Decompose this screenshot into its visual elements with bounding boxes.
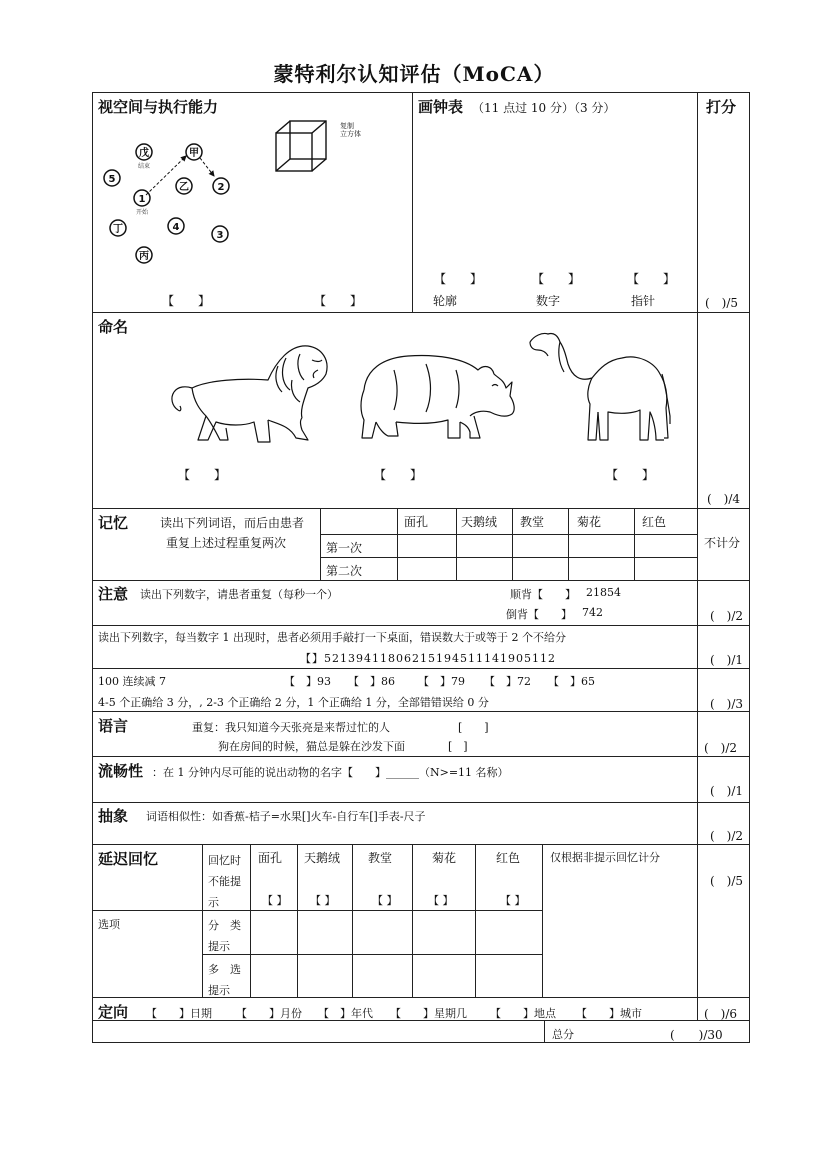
recall-grid [250,844,251,997]
trail-node: 甲 [189,148,199,159]
orientation-title: 定向 [98,1003,129,1021]
memory-instruction: 读出下列词语，而后由患者 [160,516,305,530]
score-header: 打分 [706,98,737,116]
recall-grid [412,844,413,997]
recall-grid [297,844,298,997]
memory-grid [568,508,569,580]
border-right [749,92,750,1042]
trail-node: 乙 [179,182,189,193]
backward-label: 倒背【 】 [506,608,572,621]
attention-title: 注意 [98,585,129,603]
recall-word: 教堂 [368,851,393,865]
row-sep [92,711,750,712]
clock-contour-label: 轮廓 [433,294,458,308]
memory-score: 不计分 [704,536,741,550]
abstraction-instruction: 词语相似性：如香蕉-桔子=水果[]火车-自行车[]手表-尺子 [146,810,426,823]
category-cue-label: 分 类 提示 [208,919,241,953]
rhino-bracket: 【 】 [374,468,423,482]
recall-word: 天鹅绒 [304,851,341,865]
clock-divider [412,92,413,312]
trail-node: 4 [172,222,180,233]
no-cue-label: 回忆时 不能提 示 [208,854,241,909]
clock-numbers-bracket: 【 】 [532,272,581,286]
serial-value: 【 】79 [418,675,465,688]
serial-label: 100 连续减 7 [98,675,166,688]
score-column-divider [697,92,698,1020]
delayed-recall-title: 延迟回忆 [98,850,159,868]
clock-instruction: （11 点过 10 分）（3 分） [472,101,616,115]
serial-score: ( )/3 [710,697,744,711]
recall-note: 仅根据非提示回忆计分 [550,851,660,864]
recall-word: 红色 [496,851,521,865]
row-sep [92,802,750,803]
fluency-instruction: ：在 1 分钟内尽可能的说出动物的名字【 】______（N>=11 名称） [152,766,509,779]
camel-drawing [528,328,678,448]
trail-node: 丙 [139,251,149,262]
fluency-score: ( )/1 [710,784,744,798]
memory-grid [320,508,321,580]
cube-figure [274,119,334,179]
total-divider [544,1020,545,1042]
camel-bracket: 【 】 [606,468,655,482]
language-repeat-1: 重复：我只知道今天张亮是来帮过忙的人 [192,721,390,734]
trail-node: 2 [217,182,225,193]
tap-instruction: 读出下列数字，每当数字 1 出现时，患者必须用手敲打一下桌面，错误数大于或等于 2 个不给分 [98,631,566,644]
trail-node: 5 [108,174,116,185]
attention-score: ( )/2 [710,609,744,623]
recall-bracket: 【 】 [372,894,398,907]
rhinoceros-drawing [356,350,521,450]
serial-value: 【 】86 [348,675,395,688]
row-sep [92,508,750,509]
forward-digits: 21854 [586,586,621,599]
multiple-choice-label: 多 选 提示 [208,963,241,997]
row-sep [92,580,750,581]
orientation-item: 【 】日期 [146,1007,212,1020]
border-top [92,92,750,93]
memory-word: 菊花 [577,515,602,529]
recall-word: 面孔 [258,851,283,865]
recall-bracket: 【 】 [500,894,526,907]
memory-title: 记忆 [98,514,129,532]
naming-title: 命名 [98,318,129,336]
visuospatial-score: ( )/5 [705,296,739,310]
recall-bracket: 【 】 [428,894,454,907]
language-title: 语言 [98,717,129,735]
language-bracket-2: [ ] [448,740,468,753]
recall-grid [542,844,543,997]
serial-value: 【 】65 [548,675,595,688]
backward-digits: 742 [582,606,603,619]
orientation-item: 【 】年代 [318,1007,373,1020]
tap-sequence: 【】52139411806215194511141905112 [300,652,556,665]
language-bracket-1: [ ] [458,721,489,734]
memory-word: 天鹅绒 [461,515,498,529]
memory-trial: 第一次 [326,541,363,555]
recall-bracket: 【 】 [262,894,288,907]
options-label: 选项 [98,918,120,931]
end-label: 结束 [137,163,151,170]
memory-word: 红色 [642,515,667,529]
clock-hands-bracket: 【 】 [627,272,676,286]
abstraction-title: 抽象 [98,807,129,825]
memory-word: 面孔 [404,515,429,529]
tap-score: ( )/1 [710,653,744,667]
memory-grid [320,534,697,535]
row-sep [92,312,750,313]
delayed-recall-score: ( )/5 [710,874,744,888]
row-sep [92,756,750,757]
memory-grid [397,508,398,580]
border-left [92,92,93,1042]
trail-node: 戊 [139,148,149,159]
lion-drawing [172,340,332,450]
orientation-item: 【 】月份 [236,1007,302,1020]
recall-grid [202,954,542,955]
fluency-title: 流畅性 [98,762,144,780]
memory-word: 教堂 [520,515,545,529]
orientation-item: 【 】地点 [490,1007,556,1020]
memory-grid [634,508,635,580]
serial-value: 【 】93 [284,675,331,688]
attention-instruction: 读出下列数字，请患者重复（每秒一个） [140,588,338,601]
recall-grid [92,910,542,911]
forward-label: 顺背【 】 [510,588,576,601]
recall-word: 菊花 [432,851,457,865]
clock-title: 画钟表 [418,98,464,116]
visuospatial-title: 视空间与执行能力 [98,98,219,116]
memory-grid [512,508,513,580]
serial-value: 【 】72 [484,675,531,688]
row-sep [92,668,750,669]
memory-grid [456,508,457,580]
abstraction-score: ( )/2 [710,829,744,843]
recall-grid [475,844,476,997]
memory-instruction: 重复上述过程重复两次 [166,536,287,550]
trail-making-figure [100,140,260,270]
clock-contour-bracket: 【 】 [434,272,483,286]
orientation-score: ( )/6 [704,1007,738,1021]
naming-score: ( )/4 [707,492,741,506]
memory-trial: 第二次 [326,564,363,578]
moca-form [92,92,750,1042]
recall-grid [202,844,203,997]
lion-bracket: 【 】 [178,468,227,482]
trail-score-bracket: 【 】 [162,294,211,308]
serial-rule: 4-5 个正确给 3 分，, 2-3 个正确给 2 分，1 个正确给 1 分，全部错错误给 0 分 [98,696,489,709]
orientation-item: 【 】城市 [576,1007,642,1020]
row-sep [92,997,750,998]
recall-bracket: 【 】 [310,894,336,907]
clock-hands-label: 指针 [631,294,656,308]
border-bottom [92,1042,750,1043]
trail-node: 3 [216,230,224,241]
clock-numbers-label: 数字 [536,294,561,308]
page-title: 蒙特利尔认知评估（MoCA） [273,62,555,86]
orientation-item: 【 】星期几 [390,1007,467,1020]
start-label: 开始 [135,209,149,216]
language-score: ( )/2 [704,741,738,755]
row-sep [92,844,750,845]
total-label: 总分 [552,1028,574,1041]
total-score: ( )/30 [670,1028,723,1042]
cube-label: 复制 立方体 [340,122,361,138]
memory-grid [320,557,697,558]
row-sep [92,625,750,626]
cube-score-bracket: 【 】 [314,294,363,308]
recall-grid [352,844,353,997]
language-repeat-2: 狗在房间的时候，猫总是躲在沙发下面 [218,740,405,753]
trail-node: 1 [138,194,146,205]
trail-node: 丁 [113,224,123,235]
